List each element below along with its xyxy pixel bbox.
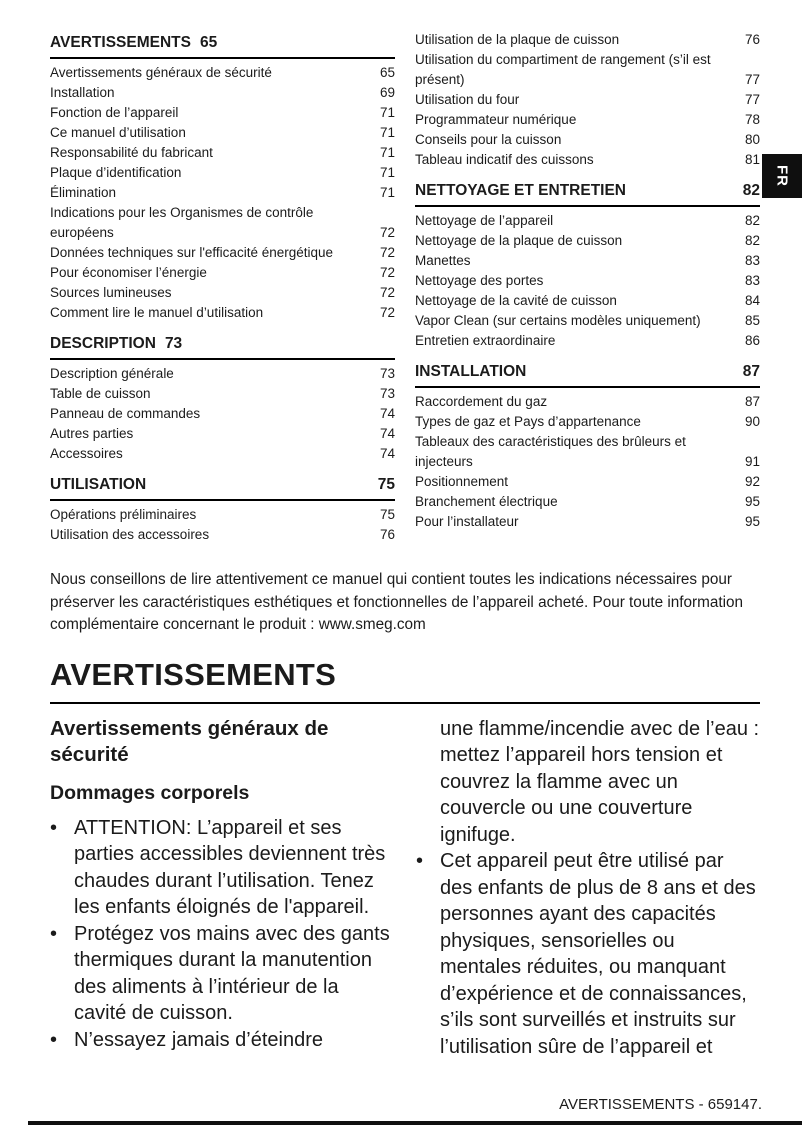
subsection-heading: Dommages corporels [50, 781, 250, 804]
toc-entry [415, 311, 760, 331]
toc-entry-page: 83 [744, 273, 760, 288]
toc-entry [50, 243, 395, 263]
toc-section-header [50, 30, 395, 59]
toc-section-page: 75 [377, 476, 395, 493]
toc-entry-label: Utilisation des accessoires [50, 527, 210, 542]
toc-entry [415, 251, 760, 271]
page-title: AVERTISSEMENTS [50, 656, 337, 692]
toc-entry-page: 83 [744, 253, 760, 268]
toc-entry [415, 392, 760, 412]
toc-entry [50, 424, 395, 444]
toc-entry-label: Table de cuisson [50, 386, 151, 401]
toc-entry-page: 82 [744, 233, 760, 248]
toc-entry-label: Positionnement [415, 474, 509, 489]
toc-entry-label: Autres parties [50, 426, 134, 441]
bullet-item [50, 1027, 394, 1054]
table-of-contents [50, 30, 760, 545]
toc-entry-label: Plaque d’identification [50, 165, 182, 180]
language-tab-label: FR [773, 165, 791, 187]
toc-entry-label: Entretien extraordinaire [415, 333, 556, 348]
toc-entry [415, 211, 760, 231]
toc-entry-label: Accessoires [50, 446, 123, 461]
toc-entry [50, 83, 395, 103]
toc-section-title: INSTALLATION [415, 363, 527, 380]
toc-entry-label: Opérations préliminaires [50, 507, 197, 522]
bullet-marker-icon: • [50, 922, 58, 945]
toc-entry-page: 73 [379, 386, 395, 401]
toc-entry [415, 90, 760, 110]
toc-entry-page: 78 [744, 112, 760, 127]
toc-entry-label: Nettoyage de l’appareil [415, 213, 554, 228]
toc-section-page: 65 [199, 34, 218, 51]
toc-entry [50, 183, 395, 203]
toc-entry [50, 203, 395, 243]
bullet-marker-icon: • [50, 816, 58, 839]
toc-entry-label: Vapor Clean (sur certains modèles uniquement) [415, 313, 701, 328]
toc-entry [415, 150, 760, 170]
title-rule [50, 702, 760, 704]
toc-entry-label: Nettoyage de la plaque de cuisson [415, 233, 623, 248]
toc-entry-page: 95 [744, 494, 760, 509]
toc-section-header [50, 472, 395, 501]
toc-entry-label: Raccordement du gaz [415, 394, 548, 409]
toc-section-header [50, 331, 395, 360]
body-columns [50, 716, 760, 1061]
toc-entry-label: Données techniques sur l'efficacité énergétique [50, 245, 334, 260]
toc-entry-label: Manettes [415, 253, 471, 268]
toc-section-page: 82 [742, 182, 760, 199]
toc-entry [415, 412, 760, 432]
toc-entry-page: 72 [379, 265, 395, 280]
toc-entry [50, 263, 395, 283]
toc-entry [415, 231, 760, 251]
toc-entry-page: 76 [379, 527, 395, 542]
bullet-list-right [416, 848, 760, 1060]
toc-column-right [415, 30, 760, 545]
toc-entry-label: Indications pour les Organismes de contrôle européens [50, 205, 314, 240]
toc-entry-label: Nettoyage des portes [415, 273, 544, 288]
toc-entry-label: Élimination [50, 185, 117, 200]
toc-entry [415, 30, 760, 50]
toc-entry [415, 291, 760, 311]
toc-entry-label: Ce manuel d’utilisation [50, 125, 186, 140]
toc-entry-page: 65 [379, 65, 395, 80]
toc-entry-page: 71 [379, 185, 395, 200]
toc-entry-page: 72 [379, 245, 395, 260]
toc-entry-label: Avertissements généraux de sécurité [50, 65, 272, 80]
toc-column-left [50, 30, 395, 545]
toc-entry-page: 72 [379, 305, 395, 320]
toc-entry [50, 163, 395, 183]
bullet-text: N’essayez jamais d’éteindre [74, 1028, 324, 1051]
toc-entry [415, 492, 760, 512]
toc-entry [415, 271, 760, 291]
toc-entry-label: Tableau indicatif des cuissons [415, 152, 594, 167]
intro-paragraph: Nous conseillons de lire attentivement ce manuel qui contient toutes les indications nécessaires pour préserver les caractéristiques esthétiques et fonctionnelles de l’appareil acheté. Pour toute information complémentaire concernant le produit : www.smeg.com [50, 571, 743, 633]
toc-entry-page: 90 [744, 414, 760, 429]
toc-entry-page: 75 [379, 507, 395, 522]
toc-entry-page: 86 [744, 333, 760, 348]
toc-section-title: NETTOYAGE ET ENTRETIEN [415, 182, 627, 199]
body-column-left [50, 716, 394, 1061]
toc-entry-label: Pour l’installateur [415, 514, 519, 529]
toc-entry [50, 384, 395, 404]
page-footer: AVERTISSEMENTS - 659147. [559, 1096, 762, 1113]
toc-entry [50, 444, 395, 464]
toc-entry-page: 73 [379, 366, 395, 381]
toc-entry-page: 87 [744, 394, 760, 409]
toc-entry [50, 303, 395, 323]
toc-entry [415, 110, 760, 130]
toc-section-page: 87 [742, 363, 760, 380]
toc-entry [415, 432, 760, 472]
toc-entry [50, 63, 395, 83]
toc-entry-label: Pour économiser l’énergie [50, 265, 207, 280]
toc-entry [415, 130, 760, 150]
toc-entry [415, 512, 760, 532]
toc-section-header [415, 359, 760, 388]
bullet-marker-icon: • [50, 1028, 58, 1051]
bullet-item [50, 815, 394, 921]
toc-section-header [415, 178, 760, 207]
toc-section-page: 73 [164, 335, 183, 352]
toc-entry-label: Conseils pour la cuisson [415, 132, 562, 147]
toc-entry-label: Nettoyage de la cavité de cuisson [415, 293, 617, 308]
continuation-text: une flamme/incendie avec de l’eau : mettez l’appareil hors tension et couvrez la flamme avec un couvercle ou une couverture ignifuge. [440, 717, 760, 846]
bullet-text: Cet appareil peut être utilisé par des enfants de plus de 8 ans et des personnes ayant des capacités physiques, sensorielles ou mentales réduites, ou manquant d’expérience et de connaissances, s’ils sont surveillés et instruits sur l’utilisation sûre de l’appareil et [440, 850, 756, 1058]
section-heading: Avertissements généraux de sécurité [50, 716, 329, 766]
toc-entry-label: Installation [50, 85, 115, 100]
toc-entry-page: 76 [744, 32, 760, 47]
toc-entry-page: 77 [744, 72, 760, 87]
toc-entry-page: 71 [379, 125, 395, 140]
toc-entry [50, 505, 395, 525]
toc-entry-page: 95 [744, 514, 760, 529]
toc-entry-page: 80 [744, 132, 760, 147]
toc-entry-page: 71 [379, 145, 395, 160]
toc-entry-label: Description générale [50, 366, 174, 381]
bullet-marker-icon: • [416, 850, 424, 872]
toc-entry [415, 331, 760, 351]
toc-section-title: DESCRIPTION [50, 335, 156, 352]
toc-entry-label: Types de gaz et Pays d’appartenance [415, 414, 641, 429]
toc-entry-page: 85 [744, 313, 760, 328]
toc-entry-label: Branchement électrique [415, 494, 558, 509]
toc-entry-page: 72 [379, 225, 395, 240]
toc-entry [50, 404, 395, 424]
bottom-rule [28, 1121, 802, 1125]
toc-entry-label: Comment lire le manuel d’utilisation [50, 305, 264, 320]
toc-entry-page: 81 [744, 152, 760, 167]
toc-entry [50, 143, 395, 163]
bullet-item [50, 921, 394, 1027]
toc-entry-label: Utilisation du four [415, 92, 520, 107]
bullet-list-left [50, 815, 394, 1054]
toc-entry-page: 84 [744, 293, 760, 308]
bullet-text: Protégez vos mains avec des gants thermiques durant la manutention des aliments à l’intérieur de la cavité de cuisson. [74, 922, 390, 1024]
toc-entry-label: Tableaux des caractéristiques des brûleurs et injecteurs [415, 434, 686, 469]
toc-entry [415, 472, 760, 492]
toc-entry [50, 283, 395, 303]
toc-entry [50, 103, 395, 123]
toc-entry-page: 71 [379, 105, 395, 120]
toc-entry-page: 71 [379, 165, 395, 180]
toc-entry-label: Programmateur numérique [415, 112, 577, 127]
toc-entry-label: Utilisation de la plaque de cuisson [415, 32, 620, 47]
toc-section-title: UTILISATION [50, 476, 147, 493]
bullet-text: ATTENTION: L’appareil et ses parties accessibles deviennent très chaudes durant l’utilisation. Tenez les enfants éloignés de l'appareil. [74, 816, 386, 918]
toc-entry-page: 69 [379, 85, 395, 100]
toc-entry-page: 74 [379, 406, 395, 421]
toc-entry-page: 92 [744, 474, 760, 489]
toc-entry [50, 525, 395, 545]
toc-entry-page: 82 [744, 213, 760, 228]
toc-entry-page: 74 [379, 426, 395, 441]
toc-entry [50, 123, 395, 143]
toc-entry-label: Panneau de commandes [50, 406, 201, 421]
toc-entry-label: Sources lumineuses [50, 285, 172, 300]
toc-entry-page: 72 [379, 285, 395, 300]
toc-entry [415, 50, 760, 90]
toc-entry-label: Utilisation du compartiment de rangement (s’il est présent) [415, 52, 711, 87]
toc-entry-label: Fonction de l’appareil [50, 105, 179, 120]
toc-section-title: AVERTISSEMENTS [50, 34, 191, 51]
bullet-item [416, 848, 760, 1060]
toc-entry-label: Responsabilité du fabricant [50, 145, 213, 160]
language-tab [762, 154, 802, 198]
toc-entry-page: 77 [744, 92, 760, 107]
toc-entry-page: 74 [379, 446, 395, 461]
toc-entry [50, 364, 395, 384]
toc-entry-page: 91 [744, 454, 760, 469]
body-column-right [416, 716, 760, 1061]
